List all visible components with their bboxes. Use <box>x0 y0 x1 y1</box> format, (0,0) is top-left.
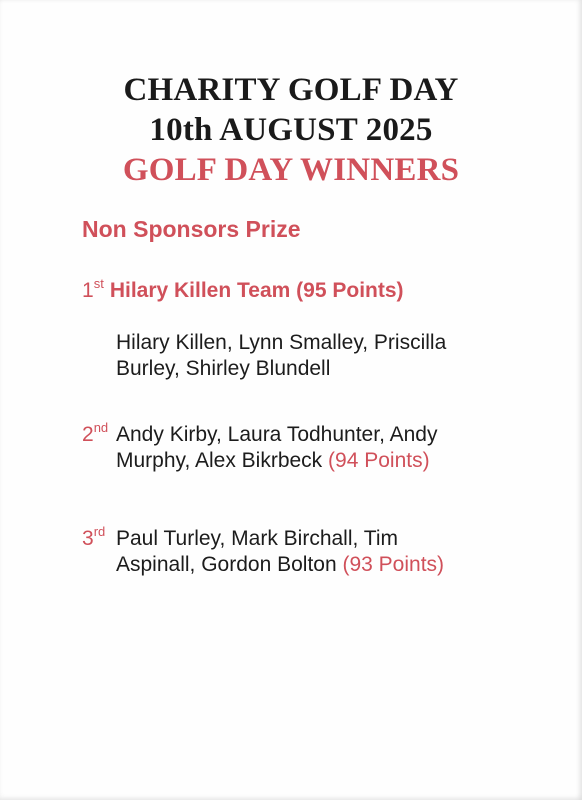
team-points: (95 Points) <box>296 279 404 302</box>
members-text: Aspinall, Gordon Bolton <box>116 553 337 576</box>
place-number: 3 <box>82 527 94 550</box>
place-suffix: rd <box>93 524 106 539</box>
place-number: 1 <box>82 279 94 302</box>
section-title: Non Sponsors Prize <box>82 216 301 242</box>
team-points: (94 Points) <box>328 449 430 472</box>
team-name: Hilary Killen Team <box>109 279 291 302</box>
place-suffix: st <box>93 276 104 291</box>
place-suffix: nd <box>93 420 109 435</box>
header <box>0 70 582 190</box>
second-place-label <box>82 420 108 447</box>
first-place-members <box>116 330 516 382</box>
third-place-label <box>82 524 105 551</box>
place-number: 2 <box>82 423 94 446</box>
members-line-with-points <box>116 448 516 474</box>
third-place-members <box>116 526 516 578</box>
members-line: Paul Turley, Mark Birchall, Tim <box>116 527 399 550</box>
members-line-with-points <box>116 552 516 578</box>
members-text: Murphy, Alex Bikrbeck <box>116 449 323 472</box>
event-title: CHARITY GOLF DAY <box>123 72 459 108</box>
members-line: Burley, Shirley Blundell <box>116 357 331 380</box>
members-line: Andy Kirby, Laura Todhunter, Andy <box>116 423 438 446</box>
first-place-row <box>82 276 404 303</box>
winners-heading: GOLF DAY WINNERS <box>122 152 460 188</box>
team-points: (93 Points) <box>342 553 445 576</box>
event-date: 10th AUGUST 2025 <box>149 112 433 148</box>
first-place-team <box>110 279 404 302</box>
second-place-members <box>116 422 516 474</box>
members-line: Hilary Killen, Lynn Smalley, Priscilla <box>116 331 447 354</box>
